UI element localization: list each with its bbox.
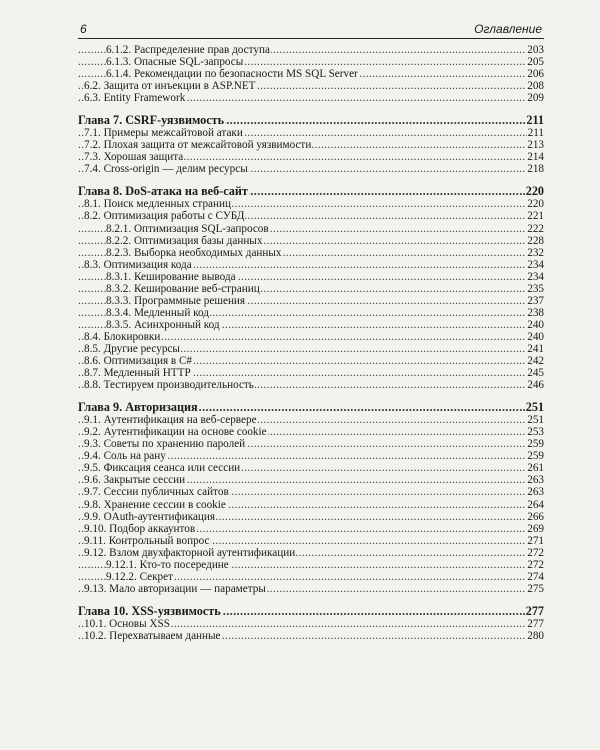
toc-entry-page: 275 (527, 582, 544, 595)
toc-entry-title: 10.2. Перехватываем данные (84, 629, 221, 642)
toc-entry-page: 214 (527, 151, 544, 164)
toc-section (78, 414, 544, 426)
toc-entry-page: 203 (527, 44, 544, 56)
toc-section (78, 618, 544, 630)
toc-entry-page: 245 (527, 367, 544, 380)
toc-section (78, 462, 544, 474)
toc-entry-title: 8.6. Оптимизация в C# (84, 355, 193, 368)
toc-entry-title: 8.1. Поиск медленных страниц (84, 198, 231, 211)
toc-entry-page: 220 (527, 198, 544, 211)
toc-entry-title: 9.5. Фиксация сеанса или сессии (84, 462, 241, 475)
toc-entry-page: 272 (527, 558, 544, 571)
toc-entry-page: 263 (527, 474, 544, 487)
toc-entry-title: 7.1. Примеры межсайтовой атаки (84, 127, 243, 140)
toc-entry-title: 8.3.4. Медленный код (106, 306, 209, 319)
toc-entry-title: 9.7. Сессии публичных сайтов (84, 486, 229, 499)
toc-entry-title: 8.3.2. Кеширование веб-страниц (106, 282, 260, 295)
toc-entry-title: 8.7. Медленный HTTP (84, 367, 191, 380)
toc-section (78, 630, 544, 642)
toc-entry-page: 238 (527, 306, 544, 319)
toc-subsection (78, 271, 544, 283)
toc-entry-title: 7.2. Плохая защита от межсайтовой уязвимости (84, 139, 312, 152)
toc-section (78, 355, 544, 367)
toc-entry-page: 242 (527, 355, 544, 368)
toc-subsection (78, 283, 544, 295)
toc-section (78, 163, 544, 175)
toc-subsection (78, 559, 544, 571)
toc-section (78, 499, 544, 511)
toc-section (78, 367, 544, 379)
toc-entry-page: 259 (527, 450, 544, 463)
toc-chapter (78, 400, 544, 414)
toc-entry-page: 237 (527, 294, 544, 307)
toc-entry-page: 246 (527, 379, 544, 392)
toc-section (78, 511, 544, 523)
toc-section (78, 80, 544, 92)
toc-entry-page: 274 (527, 570, 544, 583)
toc-entry-page: 266 (527, 510, 544, 523)
toc-entry-page: 277 (525, 603, 544, 618)
toc-entry-title: 9.12.1. Кто-то посередине (106, 558, 229, 571)
toc-section (78, 92, 544, 104)
toc-subsection (78, 307, 544, 319)
toc-entry-page: 261 (527, 462, 544, 475)
toc-entry-title: 6.3. Entity Framework (84, 92, 186, 105)
toc-entry-title: 9.9. OAuth-аутентификация (84, 510, 216, 523)
toc-spacer (78, 104, 544, 113)
toc-section (78, 583, 544, 595)
toc-entry-title: 7.4. Cross-origin — делим ресурсы (84, 163, 248, 176)
toc-entry-title: 8.2.3. Выборка необходимых данных (106, 246, 282, 259)
toc-entry-page: 241 (527, 342, 544, 355)
toc-section (78, 127, 544, 139)
toc-entry-page: 220 (525, 184, 544, 199)
toc-spacer (78, 595, 544, 604)
toc-subsection (78, 223, 544, 235)
toc-entry-page: 218 (527, 163, 544, 176)
toc-subsection (78, 44, 544, 56)
toc-entry-title: Глава 9. Авторизация (78, 400, 198, 415)
toc-spacer (78, 391, 544, 400)
toc-section (78, 450, 544, 462)
toc-entry-title: 9.1. Аутентификация на веб-сервере (84, 414, 257, 427)
toc-entry-page: 235 (527, 282, 544, 295)
toc-entry-page: 209 (527, 92, 544, 105)
toc-entry-page: 280 (527, 629, 544, 642)
toc-entry-page: 234 (527, 270, 544, 283)
toc-entry-title: 6.2. Защита от инъекции в ASP.NET (84, 80, 256, 93)
toc-entry-title: 10.1. Основы XSS (84, 617, 170, 630)
toc-entry-page: 269 (527, 522, 544, 535)
page-number: 6 (80, 22, 87, 36)
toc-entry-title: 6.1.3. Опасные SQL-запросы (106, 56, 244, 69)
toc-subsection (78, 571, 544, 583)
toc-spacer (78, 175, 544, 184)
toc-entry-page: 240 (527, 318, 544, 331)
toc-entry-title: 9.12.2. Секрет (106, 570, 174, 583)
table-of-contents (78, 44, 544, 642)
toc-entry-page: 213 (527, 139, 544, 152)
toc-entry-title: 6.1.4. Рекомендации по безопасности MS SQL Server (106, 68, 358, 81)
toc-entry-title: 9.2. Аутентификации на основе cookie (84, 426, 267, 439)
toc-entry-title: Глава 7. CSRF-уязвимость (78, 113, 225, 128)
toc-entry-title: 9.10. Подбор аккаунтов (84, 522, 196, 535)
toc-chapter (78, 113, 544, 127)
toc-entry-title: 7.3. Хорошая защита (84, 151, 184, 164)
toc-section (78, 486, 544, 498)
toc-entry-title: 9.6. Закрытые сессии (84, 474, 186, 487)
toc-entry-page: 253 (527, 426, 544, 439)
toc-entry-title: Глава 8. DoS-атака на веб-сайт (78, 184, 248, 199)
toc-entry-title: 8.2. Оптимизация работы с СУБД (84, 210, 245, 223)
toc-subsection (78, 319, 544, 331)
toc-entry-title: 8.3.1. Кеширование вывода (106, 270, 236, 283)
toc-entry-title: 8.8. Тестируем производительность (84, 379, 254, 392)
toc-entry-title: 8.5. Другие ресурсы (84, 342, 180, 355)
toc-entry-page: 221 (527, 210, 544, 223)
toc-entry-page: 228 (527, 234, 544, 247)
toc-entry-page: 205 (527, 56, 544, 69)
toc-entry-page: 234 (527, 258, 544, 271)
toc-subsection (78, 68, 544, 80)
toc-entry-page: 211 (527, 127, 544, 140)
toc-section (78, 379, 544, 391)
running-header (78, 22, 544, 39)
header-title: Оглавление (474, 22, 542, 36)
toc-subsection (78, 295, 544, 307)
toc-entry-page: 259 (527, 438, 544, 451)
toc-entry-page: 240 (527, 330, 544, 343)
toc-entry-page: 251 (527, 414, 544, 427)
toc-section (78, 259, 544, 271)
toc-section (78, 426, 544, 438)
toc-subsection (78, 247, 544, 259)
toc-entry-title: 9.4. Соль на рану (84, 450, 166, 463)
toc-entry-title: 9.12. Взлом двухфакторной аутентификации (84, 546, 296, 559)
toc-entry-page: 222 (527, 222, 544, 235)
toc-section (78, 198, 544, 210)
toc-section (78, 547, 544, 559)
toc-section (78, 331, 544, 343)
toc-section (78, 535, 544, 547)
toc-section (78, 210, 544, 222)
toc-section (78, 139, 544, 151)
toc-entry-page: 271 (527, 534, 544, 547)
toc-entry-page: 206 (527, 68, 544, 81)
toc-section (78, 343, 544, 355)
toc-entry-page: 232 (527, 246, 544, 259)
toc-entry-title: Глава 10. XSS-уязвимость (78, 603, 221, 618)
toc-entry-page: 208 (527, 80, 544, 93)
toc-entry-title: 9.11. Контрольный вопрос (84, 534, 210, 547)
toc-section (78, 474, 544, 486)
toc-entry-title: 9.13. Мало авторизации — параметры (84, 582, 266, 595)
toc-section (78, 438, 544, 450)
toc-entry-title: 8.3.3. Программные решения (106, 294, 246, 307)
toc-chapter (78, 184, 544, 198)
toc-entry-title: 9.8. Хранение сессии в cookie (84, 498, 226, 511)
toc-entry-title: 8.3. Оптимизация кода (84, 258, 192, 271)
toc-subsection (78, 235, 544, 247)
toc-entry-title: 8.4. Блокировки (84, 330, 161, 343)
toc-entry-page: 211 (526, 113, 544, 128)
toc-entry-page: 263 (527, 486, 544, 499)
toc-chapter (78, 604, 544, 618)
toc-section (78, 523, 544, 535)
toc-entry-page: 272 (527, 546, 544, 559)
toc-entry-page: 277 (527, 617, 544, 630)
toc-entry-page: 251 (525, 400, 544, 415)
toc-entry-title: 6.1.2. Распределение прав доступа (106, 44, 270, 56)
toc-subsection (78, 56, 544, 68)
toc-entry-title: 8.2.2. Оптимизация базы данных (106, 234, 263, 247)
toc-section (78, 151, 544, 163)
toc-entry-title: 8.3.5. Асинхронный код (106, 318, 220, 331)
toc-entry-title: 8.2.1. Оптимизация SQL-запросов (106, 222, 269, 235)
toc-entry-page: 264 (527, 498, 544, 511)
toc-entry-title: 9.3. Советы по хранению паролей (84, 438, 246, 451)
